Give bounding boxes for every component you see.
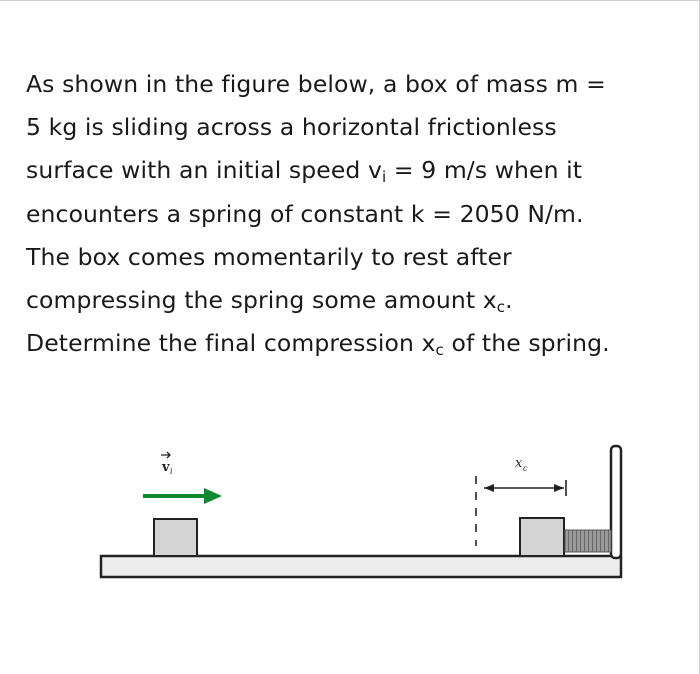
wall — [611, 446, 621, 558]
problem-line-7-rest: of the spring. — [443, 329, 610, 358]
velocity-label-subscript: i — [170, 467, 173, 476]
problem-line-6-rest: . — [505, 286, 513, 315]
problem-line-1: As shown in the figure below, a box of mass m = — [26, 70, 606, 98]
problem-line-3-rest: = 9 m/s when it — [386, 156, 583, 185]
velocity-label: v — [162, 460, 170, 475]
compression-label: x — [515, 456, 523, 471]
compression-label-subscript: c — [523, 464, 528, 473]
compression-arrow-right-icon — [554, 484, 564, 492]
problem-line-2: 5 kg is sliding across a horizontal frictionless — [26, 113, 557, 142]
compression-subscript: c — [496, 298, 506, 317]
problem-line-6-text: compressing the spring some amount x — [26, 286, 497, 315]
velocity-arrow-head-icon — [204, 488, 222, 504]
initial-box — [154, 519, 197, 556]
final-compression-subscript: c — [435, 341, 444, 360]
initial-speed-subscript: i — [381, 168, 387, 187]
compression-arrow-left-icon — [484, 484, 494, 492]
problem-line-4: encounters a spring of constant k = 2050 N/m. — [26, 199, 584, 228]
problem-line-7-text: Determine the final compression x — [26, 329, 436, 358]
frictionless-surface — [101, 556, 621, 577]
compressed-box — [520, 518, 564, 556]
vector-arrow-icon — [161, 452, 170, 458]
problem-line-5: The box comes momentarily to rest after — [26, 242, 512, 271]
problem-line-3-text: surface with an initial speed v — [26, 156, 382, 185]
compressed-spring — [565, 530, 611, 552]
